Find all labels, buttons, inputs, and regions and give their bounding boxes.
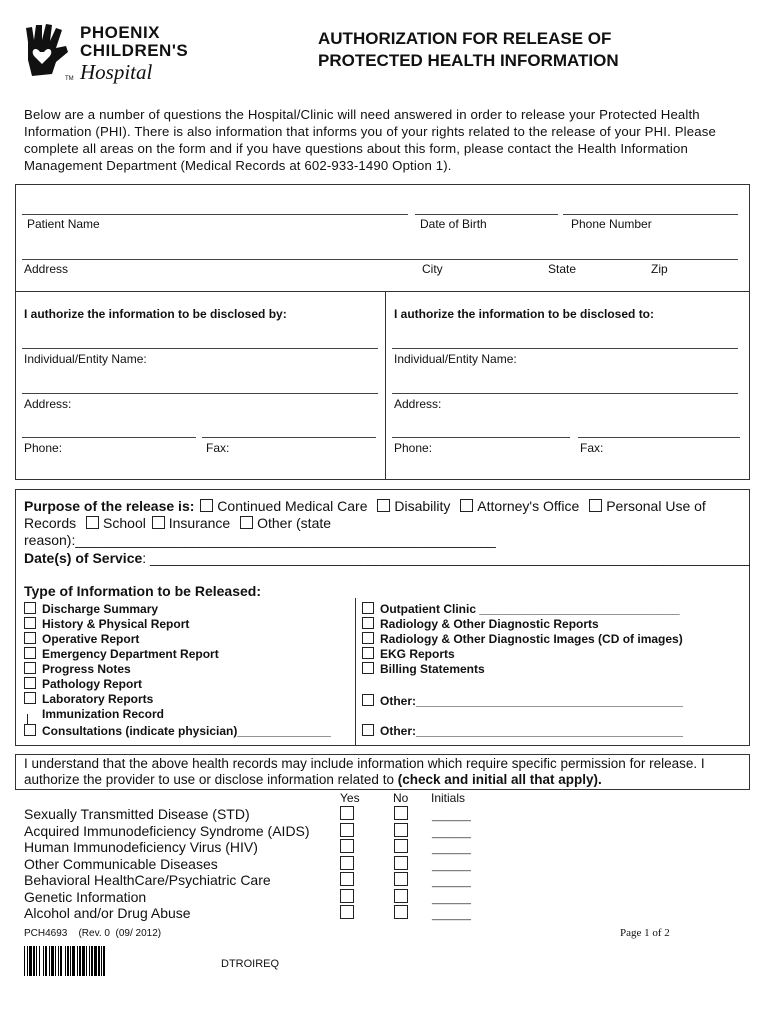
sensitive-row bbox=[340, 872, 500, 889]
sensitive-row bbox=[340, 806, 500, 823]
barcode-bar bbox=[103, 946, 105, 976]
disability-label: Disability bbox=[394, 498, 451, 514]
address-label: Address bbox=[24, 262, 69, 276]
type-checkbox[interactable] bbox=[24, 617, 36, 629]
barcode-bar bbox=[43, 946, 44, 976]
type-checkbox[interactable] bbox=[362, 632, 374, 644]
consultations-item[interactable] bbox=[24, 724, 331, 739]
phone-number-label: Phone Number bbox=[571, 217, 652, 231]
type-label: Emergency Department Report bbox=[42, 647, 219, 661]
disclosed-by-phone-label: Phone: bbox=[24, 441, 63, 455]
disclosed-by-heading: I authorize the information to be disclosed by: bbox=[24, 307, 287, 321]
type-label: Laboratory Reports bbox=[42, 692, 154, 706]
barcode-bar bbox=[101, 946, 102, 976]
type-label: Outpatient Clinic ______________________________ bbox=[380, 602, 680, 616]
barcode-bar bbox=[70, 946, 71, 976]
purpose-section bbox=[24, 498, 749, 549]
sensitive-list bbox=[24, 806, 334, 922]
type-checkbox[interactable] bbox=[24, 677, 36, 689]
type-label: Billing Statements bbox=[380, 662, 485, 676]
type-checkbox[interactable] bbox=[24, 632, 36, 644]
type-item[interactable] bbox=[24, 677, 354, 692]
address-line[interactable] bbox=[22, 259, 738, 260]
disclosed-to-phone-line[interactable] bbox=[392, 437, 570, 438]
type-item[interactable] bbox=[362, 617, 747, 632]
other1-item[interactable] bbox=[362, 694, 683, 709]
type-item[interactable] bbox=[24, 647, 354, 662]
disclosed-by-fax-label: Fax: bbox=[206, 441, 230, 455]
barcode-bar bbox=[49, 946, 50, 976]
type-label: EKG Reports bbox=[380, 647, 455, 661]
disclosed-to-fax-line[interactable] bbox=[578, 437, 740, 438]
phone-number-line[interactable] bbox=[563, 214, 738, 215]
page-number: Page 1 of 2 bbox=[620, 927, 670, 939]
barcode-bar bbox=[89, 946, 90, 976]
initials-blank[interactable]: _______ bbox=[432, 811, 471, 822]
type-item[interactable] bbox=[362, 662, 747, 677]
consent-statement: I understand that the above health records may include information which require specific permission for release. I authorize the provider to use or disclose information related to bbox=[24, 756, 705, 787]
logo-line3: Hospital bbox=[80, 60, 153, 84]
barcode-bar bbox=[39, 946, 40, 976]
barcode-bar bbox=[79, 946, 81, 976]
personal-use-checkbox[interactable] bbox=[589, 499, 602, 512]
title-line1: AUTHORIZATION FOR RELEASE OF bbox=[318, 29, 612, 48]
type-checkbox[interactable] bbox=[24, 692, 36, 704]
type-left-column bbox=[24, 602, 354, 722]
type-label: Discharge Summary bbox=[42, 602, 159, 616]
no-checkbox[interactable] bbox=[394, 905, 408, 919]
other-reason-label[interactable]: Other (state reason):______________________________________________________ bbox=[24, 515, 496, 548]
dob-line[interactable] bbox=[415, 214, 558, 215]
type-item[interactable] bbox=[24, 602, 354, 617]
form-title bbox=[318, 28, 738, 72]
disclosed-to-address-line[interactable] bbox=[392, 393, 738, 394]
type-checkbox[interactable] bbox=[24, 662, 36, 674]
initials-header: Initials bbox=[431, 791, 466, 805]
type-checkbox-hidden bbox=[24, 707, 36, 719]
sensitive-item: Acquired Immunodeficiency Syndrome (AIDS) bbox=[24, 822, 310, 839]
logo-line2: CHILDREN'S bbox=[80, 41, 189, 60]
disclosed-to-address-label: Address: bbox=[394, 397, 442, 411]
barcode-bar bbox=[82, 946, 85, 976]
purpose-label: Purpose of the release is: bbox=[24, 498, 195, 514]
type-label: Immunization Record bbox=[42, 707, 165, 721]
barcode-bar bbox=[33, 946, 35, 976]
attorney-label: Attorney's Office bbox=[477, 498, 580, 514]
disclosed-by-name-label: Individual/Entity Name: bbox=[24, 352, 147, 366]
yes-checkbox[interactable] bbox=[340, 889, 354, 903]
yes-checkbox[interactable] bbox=[340, 839, 354, 853]
type-heading: Type of Information to be Released: bbox=[24, 583, 261, 599]
type-item[interactable] bbox=[24, 632, 354, 647]
school-checkbox[interactable] bbox=[86, 516, 99, 529]
column-divider bbox=[385, 291, 386, 480]
yes-checkbox[interactable] bbox=[340, 823, 354, 837]
no-checkbox[interactable] bbox=[394, 839, 408, 853]
continued-care-checkbox[interactable] bbox=[200, 499, 213, 512]
type-right-column bbox=[362, 602, 747, 677]
other1-label: Other:________________________________________ bbox=[380, 694, 683, 708]
other2-item[interactable] bbox=[362, 724, 683, 739]
title-line2: PROTECTED HEALTH INFORMATION bbox=[318, 51, 619, 70]
sensitive-item: Human Immunodeficiency Virus (HIV) bbox=[24, 839, 258, 855]
barcode-bar bbox=[98, 946, 100, 976]
type-item[interactable] bbox=[24, 662, 354, 677]
type-checkbox[interactable] bbox=[362, 617, 374, 629]
initials-blank[interactable]: _______ bbox=[432, 893, 471, 905]
consultations-checkbox[interactable] bbox=[24, 724, 36, 736]
type-item[interactable] bbox=[24, 707, 354, 722]
yes-checkbox[interactable] bbox=[340, 872, 354, 886]
sensitive-item: Sexually Transmitted Disease (STD) bbox=[24, 806, 250, 822]
insurance-checkbox[interactable] bbox=[152, 516, 165, 529]
barcode-bar bbox=[77, 946, 78, 976]
personal-use-label: Personal Use of Records bbox=[24, 498, 706, 531]
no-checkbox[interactable] bbox=[394, 823, 408, 837]
dates-blank[interactable]: : _____________________________________________________________________________ bbox=[142, 550, 750, 566]
barcode-bar bbox=[91, 946, 93, 976]
patient-name-label: Patient Name bbox=[27, 217, 100, 231]
type-column-divider bbox=[355, 598, 356, 746]
no-checkbox[interactable] bbox=[394, 806, 408, 820]
other1-checkbox[interactable] bbox=[362, 694, 374, 706]
barcode-bar bbox=[55, 946, 56, 976]
dob-label: Date of Birth bbox=[420, 217, 487, 231]
other-reason-checkbox[interactable] bbox=[240, 516, 253, 529]
other2-checkbox[interactable] bbox=[362, 724, 374, 736]
sensitive-item: Alcohol and/or Drug Abuse bbox=[24, 905, 191, 921]
barcode-bar bbox=[27, 946, 28, 976]
consent-instruction: (check and initial all that apply). bbox=[397, 772, 602, 787]
no-checkbox[interactable] bbox=[394, 872, 408, 886]
barcode-bar bbox=[58, 946, 59, 976]
hospital-logo-text bbox=[80, 24, 188, 84]
type-item[interactable] bbox=[24, 692, 354, 707]
consultations-label: Consultations (indicate physician)______________ bbox=[42, 724, 331, 738]
type-label: Operative Report bbox=[42, 632, 140, 646]
other2-label: Other:________________________________________ bbox=[380, 724, 683, 738]
type-item[interactable] bbox=[362, 602, 747, 617]
sensitive-item: Genetic Information bbox=[24, 888, 147, 905]
barcode-bar bbox=[24, 946, 25, 976]
sensitive-row bbox=[340, 905, 500, 922]
disclosed-by-phone-line[interactable] bbox=[22, 437, 196, 438]
yes-checkbox[interactable] bbox=[340, 856, 354, 870]
type-item[interactable] bbox=[24, 617, 354, 632]
barcode-bar bbox=[36, 946, 37, 976]
barcode-bar bbox=[65, 946, 66, 976]
logo-trademark: TM bbox=[65, 76, 74, 82]
initials-blank[interactable]: _______ bbox=[432, 844, 471, 855]
no-checkbox[interactable] bbox=[394, 856, 408, 870]
yes-checkbox[interactable] bbox=[340, 905, 354, 919]
form-number: PCH4693 (Rev. 0 (09/ 2012) bbox=[24, 928, 162, 939]
consent-text bbox=[24, 756, 748, 788]
disability-checkbox[interactable] bbox=[377, 499, 390, 512]
patient-name-line[interactable] bbox=[22, 214, 408, 215]
logo-line1: PHOENIX bbox=[80, 23, 161, 42]
barcode-bar bbox=[72, 946, 75, 976]
type-checkbox[interactable] bbox=[362, 647, 374, 659]
sensitive-row bbox=[340, 823, 500, 840]
initials-blank[interactable]: _______ bbox=[432, 827, 471, 839]
initials-blank[interactable]: _______ bbox=[432, 860, 471, 872]
type-label: History & Physical Report bbox=[42, 617, 190, 631]
barcode-bar bbox=[45, 946, 47, 976]
barcode-icon bbox=[24, 946, 146, 976]
city-label: City bbox=[422, 262, 443, 276]
sensitive-controls bbox=[340, 806, 500, 922]
disclosed-by-address-line[interactable] bbox=[22, 393, 378, 394]
disclosed-to-heading: I authorize the information to be disclosed to: bbox=[394, 307, 655, 321]
disclosed-to-phone-label: Phone: bbox=[394, 441, 433, 455]
barcode-bar bbox=[51, 946, 54, 976]
disclosed-to-name-label: Individual/Entity Name: bbox=[394, 352, 517, 366]
type-item[interactable] bbox=[362, 647, 747, 662]
type-label: Radiology & Other Diagnostic Reports bbox=[380, 617, 599, 631]
type-label: Radiology & Other Diagnostic Images (CD of images) bbox=[380, 632, 683, 646]
disclosed-by-address-label: Address: bbox=[24, 397, 72, 411]
disclosed-to-name-line[interactable] bbox=[392, 348, 738, 349]
section-divider bbox=[15, 291, 750, 292]
intro-paragraph: Below are a number of questions the Hospital/Clinic will need answered in order to release your Protected Health Information (PHI). There is also information that informs you of your rights related to the release of your PHI. Please complete all areas on the form and if you have questions about this form, please contact the Health Information Management Department (Medical Records at 602-933-1490 Option 1). bbox=[24, 107, 716, 173]
state-label: State bbox=[548, 262, 577, 276]
dates-of-service[interactable] bbox=[24, 550, 750, 566]
disclosed-by-name-line[interactable] bbox=[22, 348, 378, 349]
continued-care-label: Continued Medical Care bbox=[217, 498, 368, 514]
no-checkbox[interactable] bbox=[394, 889, 408, 903]
attorney-checkbox[interactable] bbox=[460, 499, 473, 512]
yes-checkbox[interactable] bbox=[340, 806, 354, 820]
barcode-bar bbox=[94, 946, 97, 976]
sensitive-row bbox=[340, 856, 500, 873]
type-checkbox[interactable] bbox=[24, 647, 36, 659]
barcode-bar bbox=[67, 946, 69, 976]
school-label: School bbox=[103, 515, 146, 531]
barcode-bar bbox=[29, 946, 32, 976]
barcode-bar bbox=[86, 946, 87, 976]
disclosed-by-fax-line[interactable] bbox=[202, 437, 376, 438]
barcode-bar bbox=[60, 946, 62, 976]
initials-blank[interactable]: _______ bbox=[432, 877, 471, 888]
yes-header: Yes bbox=[340, 791, 360, 805]
sensitive-row bbox=[340, 889, 500, 906]
insurance-label: Insurance bbox=[168, 515, 231, 531]
hand-logo-icon bbox=[22, 22, 72, 82]
zip-label: Zip bbox=[651, 262, 668, 276]
sensitive-row bbox=[340, 839, 500, 856]
type-checkbox[interactable] bbox=[24, 602, 36, 614]
no-header: No bbox=[393, 791, 409, 805]
sensitive-item: Behavioral HealthCare/Psychiatric Care bbox=[24, 872, 271, 888]
type-label: Progress Notes bbox=[42, 662, 131, 676]
type-checkbox[interactable] bbox=[362, 662, 374, 674]
sensitive-item: Other Communicable Diseases bbox=[24, 855, 218, 872]
type-label: Pathology Report bbox=[42, 677, 143, 691]
disclosed-to-fax-label: Fax: bbox=[580, 441, 604, 455]
document-code: DTROIREQ bbox=[221, 958, 280, 970]
type-checkbox[interactable] bbox=[362, 602, 374, 614]
dates-label: Date(s) of Service bbox=[24, 550, 143, 566]
type-item[interactable] bbox=[362, 632, 747, 647]
initials-blank[interactable]: _______ bbox=[432, 910, 471, 921]
